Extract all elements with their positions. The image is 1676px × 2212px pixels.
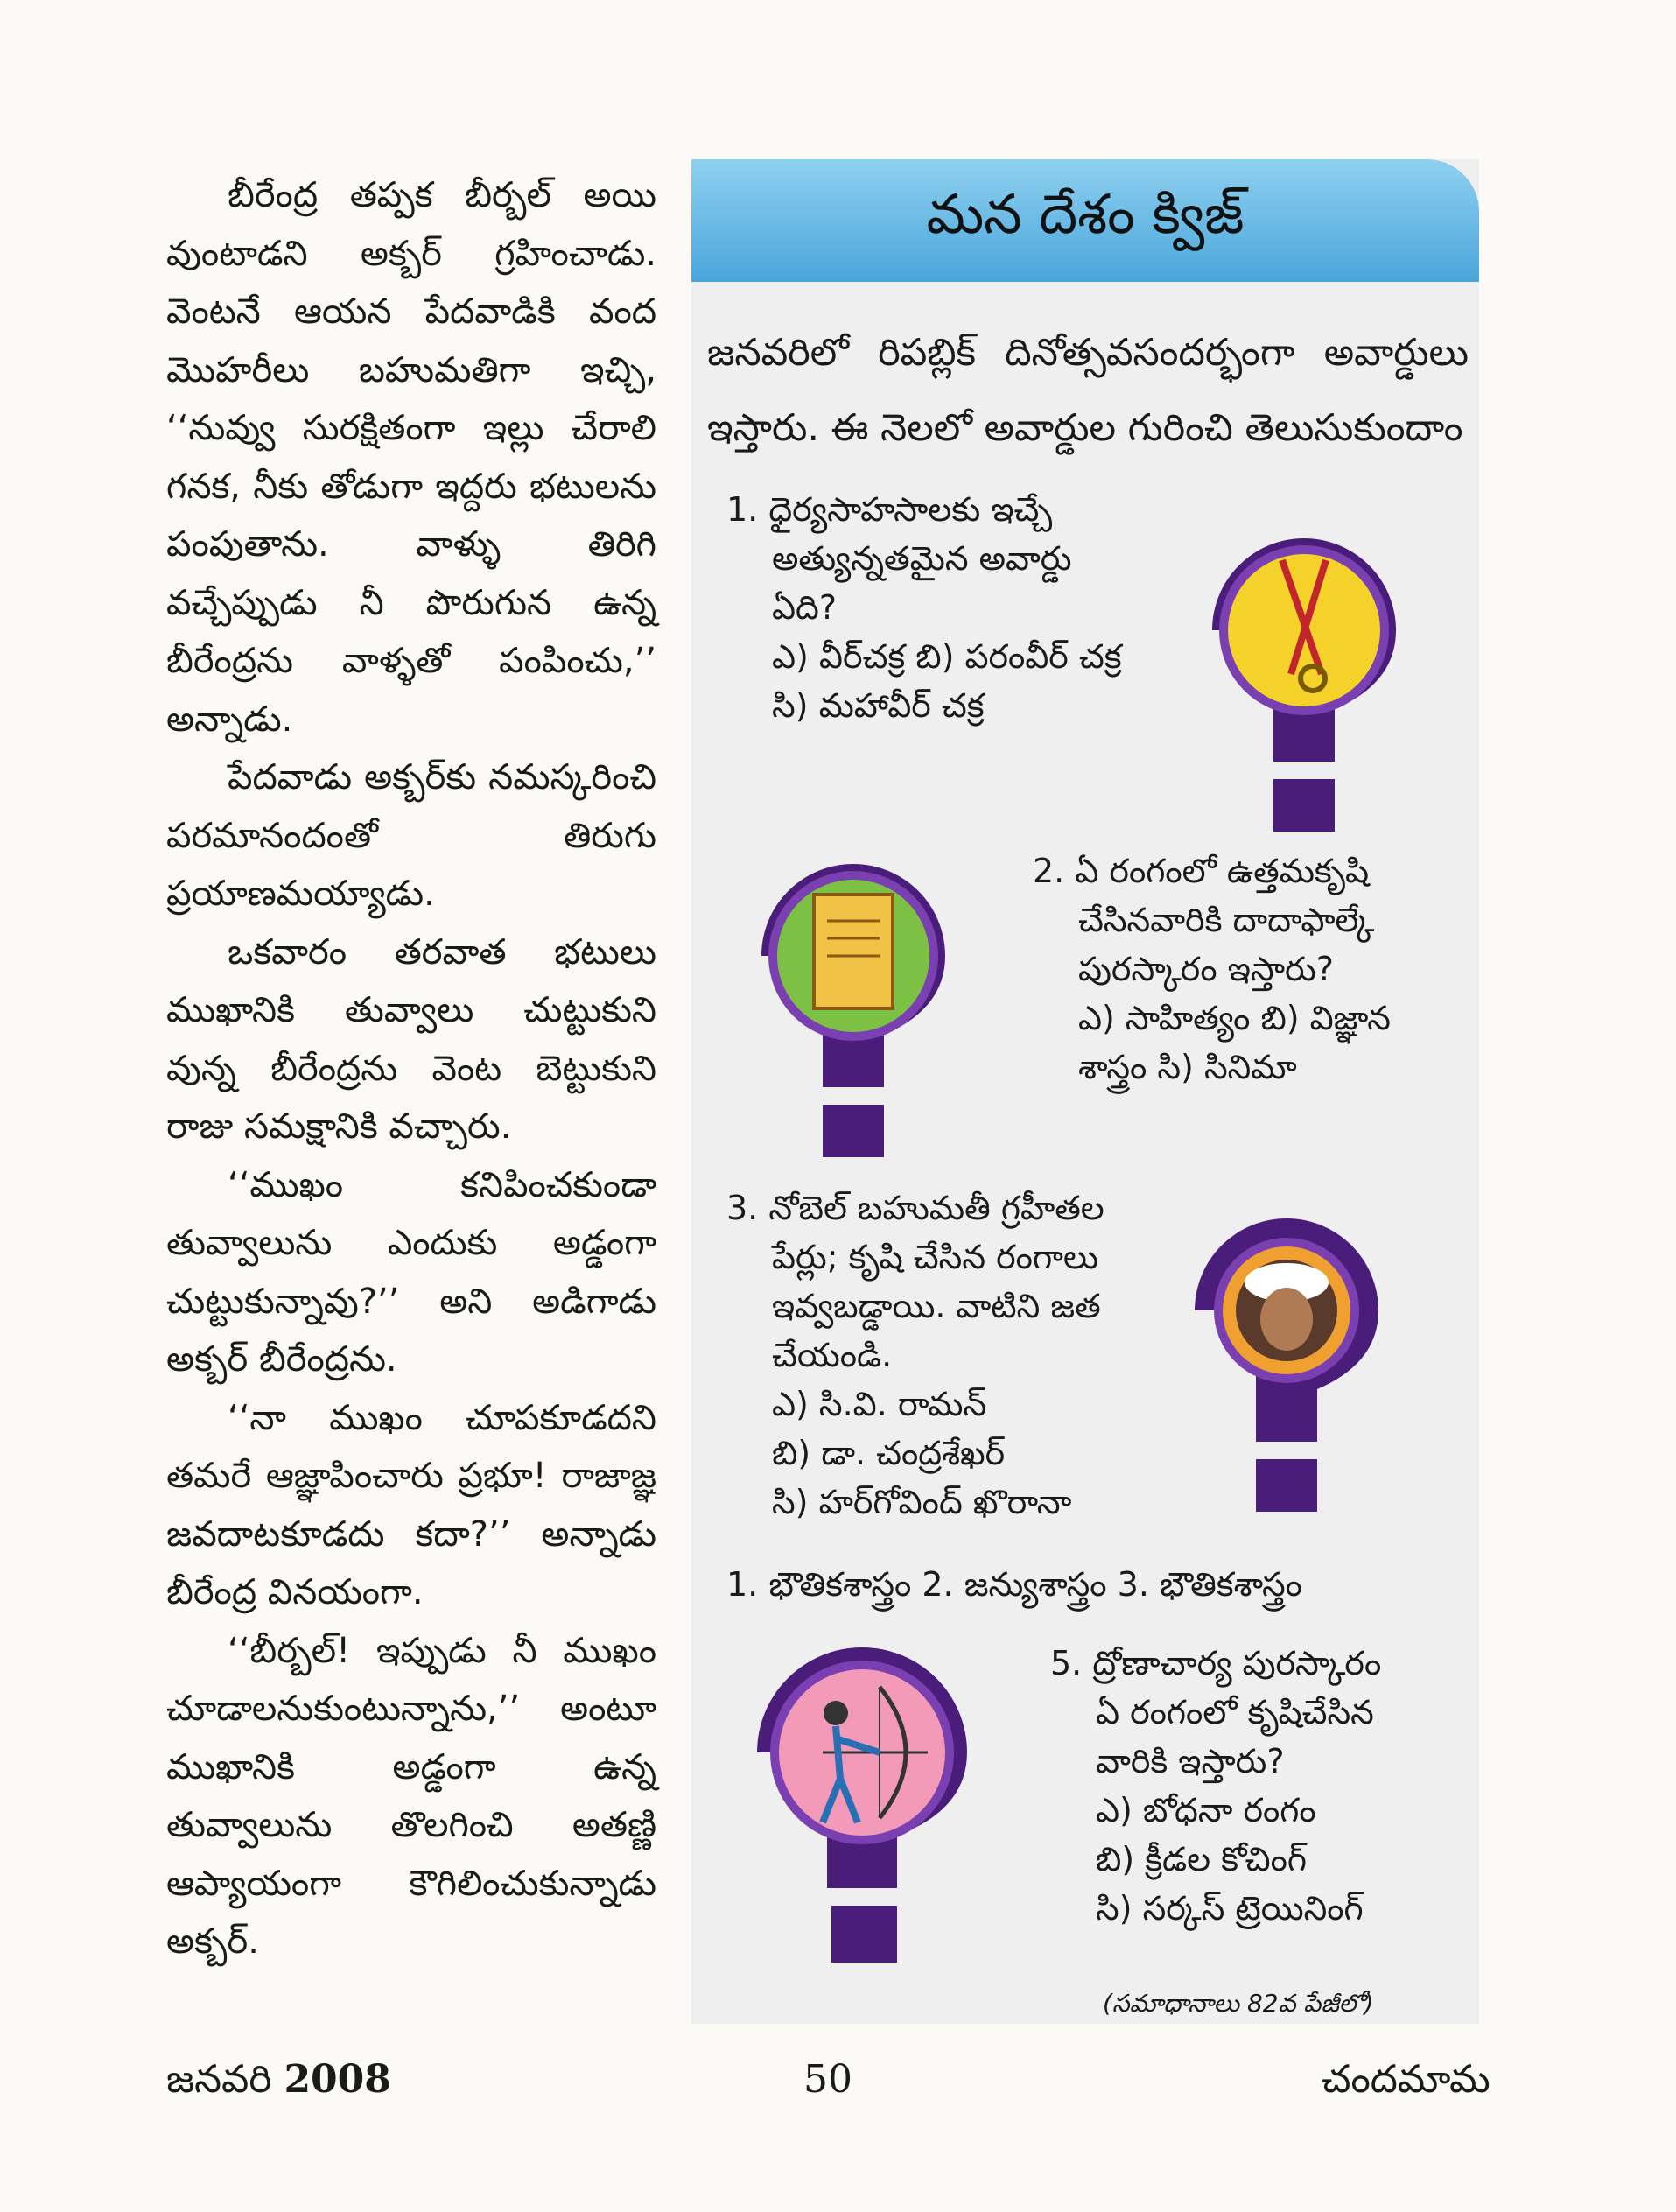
quiz-intro: జనవరిలో రిపబ్లిక్ దినోత్సవసందర్భంగా అవార్డులు ఇస్తారు. ఈ నెలలో అవార్డుల గురించి తెలుసుకుందాం: [707, 331, 1469, 450]
question-stem-line: అత్యున్నతమైన అవార్డు: [772, 539, 1072, 578]
question-mark-portrait-icon: [1160, 1179, 1413, 1520]
question-2: [1033, 846, 1391, 1092]
question-mark-scroll-icon: [726, 825, 980, 1166]
story-paragraph: ‘‘నా ముఖం చూపకూడదని తమరే ఆజ్ఞాపించారు ప్రభూ! రాజాజ్ఞ జవదాటకూడదు కదా?’’ అన్నాడు బీరేంద్ర వినయంగా.: [166, 1397, 656, 1612]
question-stem-line: 5. ద్రోణాచార్య పురస్కారం: [1050, 1644, 1382, 1682]
story-paragraph: ‘‘బీర్బల్! ఇప్పుడు నీ ముఖం చూడాలనుకుంటున్నాను,’’ అంటూ ముఖానికి అడ్డంగా ఉన్న తువ్వాలును తొలగించి అతణ్ణి ఆప్యాయంగా కౌగిలించుకున్నాడు అక్బర్.: [166, 1630, 656, 1962]
question-option: సి) హర్‌గోవింద్ ఖొరానా: [772, 1483, 1072, 1521]
quiz-header: [691, 159, 1479, 282]
question-option: ఎ) సాహిత్యం బి) విజ్ఞాన: [1078, 999, 1391, 1037]
question-option: శాస్త్రం సి) సినిమా: [1078, 1048, 1297, 1086]
story-paragraph: బీరేంద్ర తప్పక బీర్బల్ అయి వుంటాడని అక్బర్ గ్రహించాడు. వెంటనే ఆయన పేదవాడికి వంద మొహరీలు బహుమతిగా ఇచ్చి, ‘‘నువ్వు సురక్షితంగా ఇల్లు చేరాలి గనక, నీకు తోడుగా ఇద్దరు భటులను పంపుతాను. వాళ్ళు తిరిగి వచ్చేప్పుడు నీ పొరుగున ఉన్న బీరేంద్రను వాళ్ళతో పంపించు,’’ అన్నాడు.: [166, 175, 656, 740]
question-stem-line: ఏ రంగంలో కృషిచేసిన: [1096, 1693, 1374, 1731]
question-stem-line: చేసినవారికి దాదాఫాల్కే: [1078, 901, 1375, 939]
footer-date: [166, 2057, 391, 2111]
story-paragraph: ‘‘ముఖం కనిపించకుండా తువ్వాలును ఎందుకు అడ్డంగా చుట్టుకున్నావు?’’ అని అడిగాడు అక్బర్ బీరేంద్రను.: [166, 1164, 656, 1380]
question-stem-line: వారికి ఇస్తారు?: [1096, 1742, 1285, 1780]
quiz-panel: [691, 159, 1479, 2024]
question-option: ఎ) వీర్‌చక్ర బి) పరంవీర్ చక్ర: [772, 637, 1122, 676]
question-stem-line: ఏది?: [772, 588, 838, 627]
question-option: ఎ) బోధనా రంగం: [1096, 1791, 1316, 1829]
question-1: [726, 485, 1122, 730]
page-number: 50: [803, 2057, 852, 2102]
question-stem-line: 1. ధైర్యసాహసాలకు ఇచ్చే: [726, 490, 1053, 529]
question-stem-line: పేర్లు; కృషి చేసిన రంగాలు: [772, 1238, 1098, 1276]
question-stem-line: 2. ఏ రంగంలో ఉత్తమకృషి: [1033, 852, 1370, 890]
question-option: సి) సర్కస్ ట్రెయినింగ్: [1096, 1889, 1364, 1928]
question-stem-line: ఇవ్వబడ్డాయి. వాటిని జత: [772, 1287, 1101, 1325]
question-option: బి) క్రీడల కోచింగ్: [1096, 1840, 1307, 1878]
answer-pairs: 1. భౌతికశాస్త్రం 2. జన్యుశాస్త్రం 3. భౌతికశాస్త్రం: [726, 1565, 1302, 1604]
question-option: బి) డా. చంద్రశేఖర్: [772, 1434, 1006, 1472]
question-stem-line: పురస్కారం ఇస్తారు?: [1078, 950, 1334, 988]
story-paragraph: పేదవాడు అక్బర్‌కు నమస్కరించి పరమానందంతో తిరుగు ప్రయాణమయ్యాడు.: [166, 757, 656, 914]
footer-year: 2008: [284, 2057, 391, 2102]
question-option: ఎ) సి.వి. రామన్: [772, 1385, 987, 1423]
question-stem-line: చేయండి.: [772, 1336, 893, 1374]
question-option: సి) మహావీర్ చక్ర: [772, 686, 985, 725]
footer-month: జనవరి: [166, 2057, 272, 2102]
quiz-title: మన దేశం క్విజ్: [926, 182, 1245, 246]
story-column: [166, 166, 656, 1971]
question-3: [726, 1183, 1104, 1527]
question-mark-medal-icon: [1177, 499, 1431, 840]
question-stem-line: 3. నోబెల్ బహుమతీ గ్రహీతల: [726, 1189, 1104, 1227]
answers-page-note: (సమాధానాలు 82వ పేజీలో): [1103, 1989, 1374, 2018]
question-mark-archer-icon: [726, 1612, 998, 1971]
magazine-name: చందమామ: [1322, 2057, 1490, 2102]
question-5: [1050, 1639, 1381, 1933]
story-paragraph: ఒకవారం తరవాత భటులు ముఖానికి తువ్వాలు చుట్టుకుని వున్న బీరేంద్రను వెంట బెట్టుకుని రాజు సమక్షానికి వచ్చారు.: [166, 931, 656, 1147]
